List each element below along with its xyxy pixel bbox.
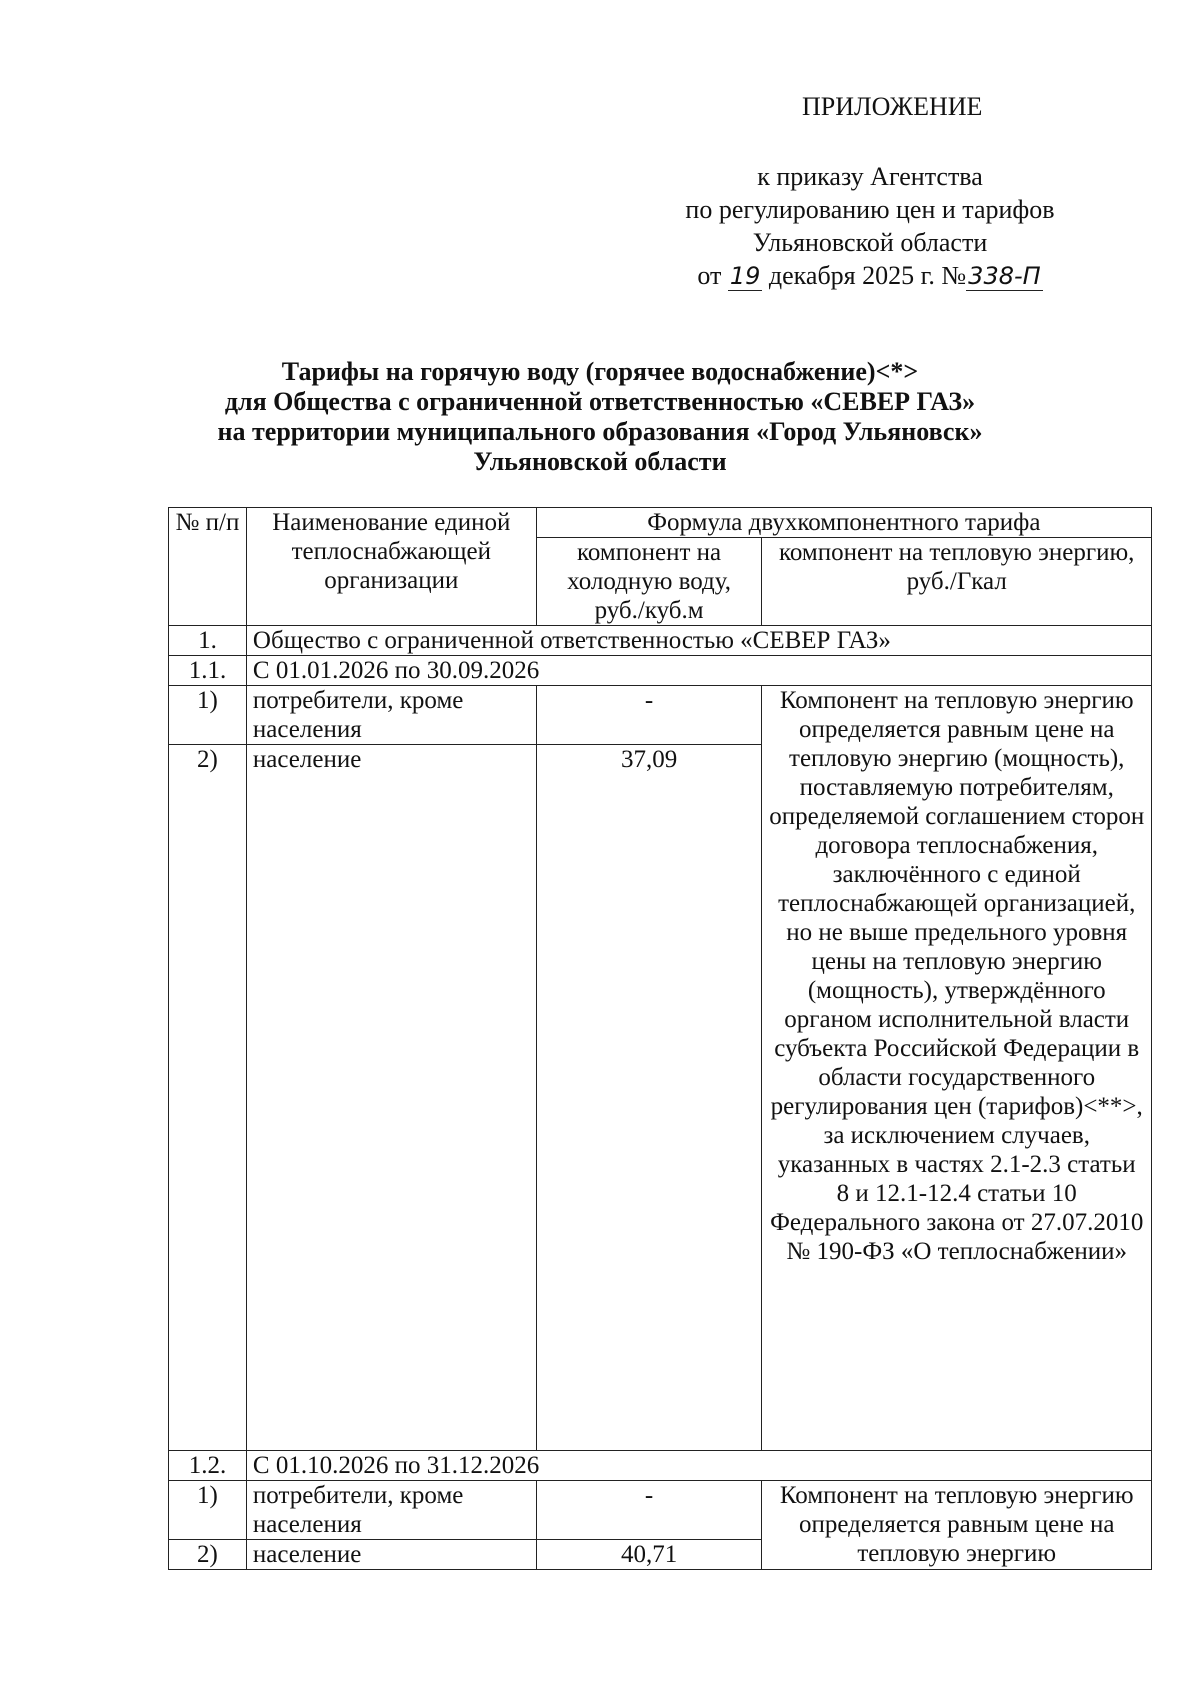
- table-row: [169, 1481, 1152, 1540]
- period1-num: 1.1.: [169, 656, 247, 686]
- date-prefix: от: [697, 261, 722, 290]
- period2-row1-name: потребители, кроме населения: [246, 1481, 536, 1540]
- title-line-2: для Общества с ограниченной ответственностью «СЕВЕР ГАЗ»: [224, 387, 976, 416]
- period1-label: С 01.01.2026 по 30.09.2026: [246, 656, 1151, 686]
- order-line-3: Ульяновской области: [752, 228, 988, 257]
- table-row: [169, 656, 1152, 686]
- table-row: [169, 686, 1152, 745]
- org-num: 1.: [169, 626, 247, 656]
- period1-row2-cold: 37,09: [536, 745, 762, 1451]
- period1-row2-num: 2): [169, 745, 247, 1451]
- period2-row2-cold: 40,71: [536, 1540, 762, 1570]
- date-rest: декабря 2025 г. №: [768, 261, 967, 290]
- appendix-title: ПРИЛОЖЕНИЕ: [802, 92, 983, 121]
- period2-row2-name: население: [246, 1540, 536, 1570]
- period1-row1-name: потребители, кроме населения: [246, 686, 536, 745]
- title-line-1: Тарифы на горячую воду (горячее водоснабжение)<*>: [281, 357, 919, 386]
- org-name: Общество с ограниченной ответственностью «СЕВЕР ГАЗ»: [246, 626, 1151, 656]
- period2-heat-text: Компонент на тепловую энергию определяется равным цене на тепловую энергию: [762, 1481, 1152, 1570]
- header-heat-component: компонент на тепловую энергию, руб./Гкал: [762, 538, 1152, 626]
- title-line-3: на территории муниципального образования «Город Ульяновск»: [217, 417, 983, 446]
- table-row: [169, 626, 1152, 656]
- tariff-table: [168, 507, 1152, 1570]
- table-header-row: [169, 508, 1152, 538]
- header-num: № п/п: [169, 508, 247, 626]
- period2-row1-num: 1): [169, 1481, 247, 1540]
- period2-row2-num: 2): [169, 1540, 247, 1570]
- period2-row1-cold: -: [536, 1481, 762, 1540]
- document-title: [0, 357, 1200, 477]
- order-number: 338-П: [968, 262, 1041, 290]
- header-cold-component: компонент на холодную воду, руб./куб.м: [536, 538, 762, 626]
- order-date-line: [640, 261, 1100, 291]
- period1-row1-num: 1): [169, 686, 247, 745]
- date-day: 19: [729, 262, 761, 290]
- table-row: [169, 1451, 1152, 1481]
- order-reference: [640, 160, 1100, 259]
- header-formula: Формула двухкомпонентного тарифа: [536, 508, 1151, 538]
- period1-heat-text: Компонент на тепловую энергию определяется равным цене на тепловую энергию (мощность), поставляемую потребителям, определяемой соглашением сторон договора теплоснабжения, заключённого с единой теплоснабжающей организацией, но не выше предельного уровня цены на тепловую энергию (мощность), утверждённого органом исполнительной власти субъекта Российской Федерации в области государственного регулирования цен (тарифов)<**>, за исключением случаев, указанных в частях 2.1-2.3 статьи 8 и 12.1-12.4 статьи 10 Федерального закона от 27.07.2010 № 190-ФЗ «О теплоснабжении»: [762, 686, 1152, 1451]
- period1-row2-name: население: [246, 745, 536, 1451]
- order-line-1: к приказу Агентства: [757, 162, 983, 191]
- title-line-4: Ульяновской области: [473, 447, 727, 476]
- order-line-2: по регулированию цен и тарифов: [685, 195, 1055, 224]
- period2-label: С 01.10.2026 по 31.12.2026: [246, 1451, 1151, 1481]
- period2-num: 1.2.: [169, 1451, 247, 1481]
- period1-row1-cold: -: [536, 686, 762, 745]
- header-name: Наименование единой теплоснабжающей организации: [246, 508, 536, 626]
